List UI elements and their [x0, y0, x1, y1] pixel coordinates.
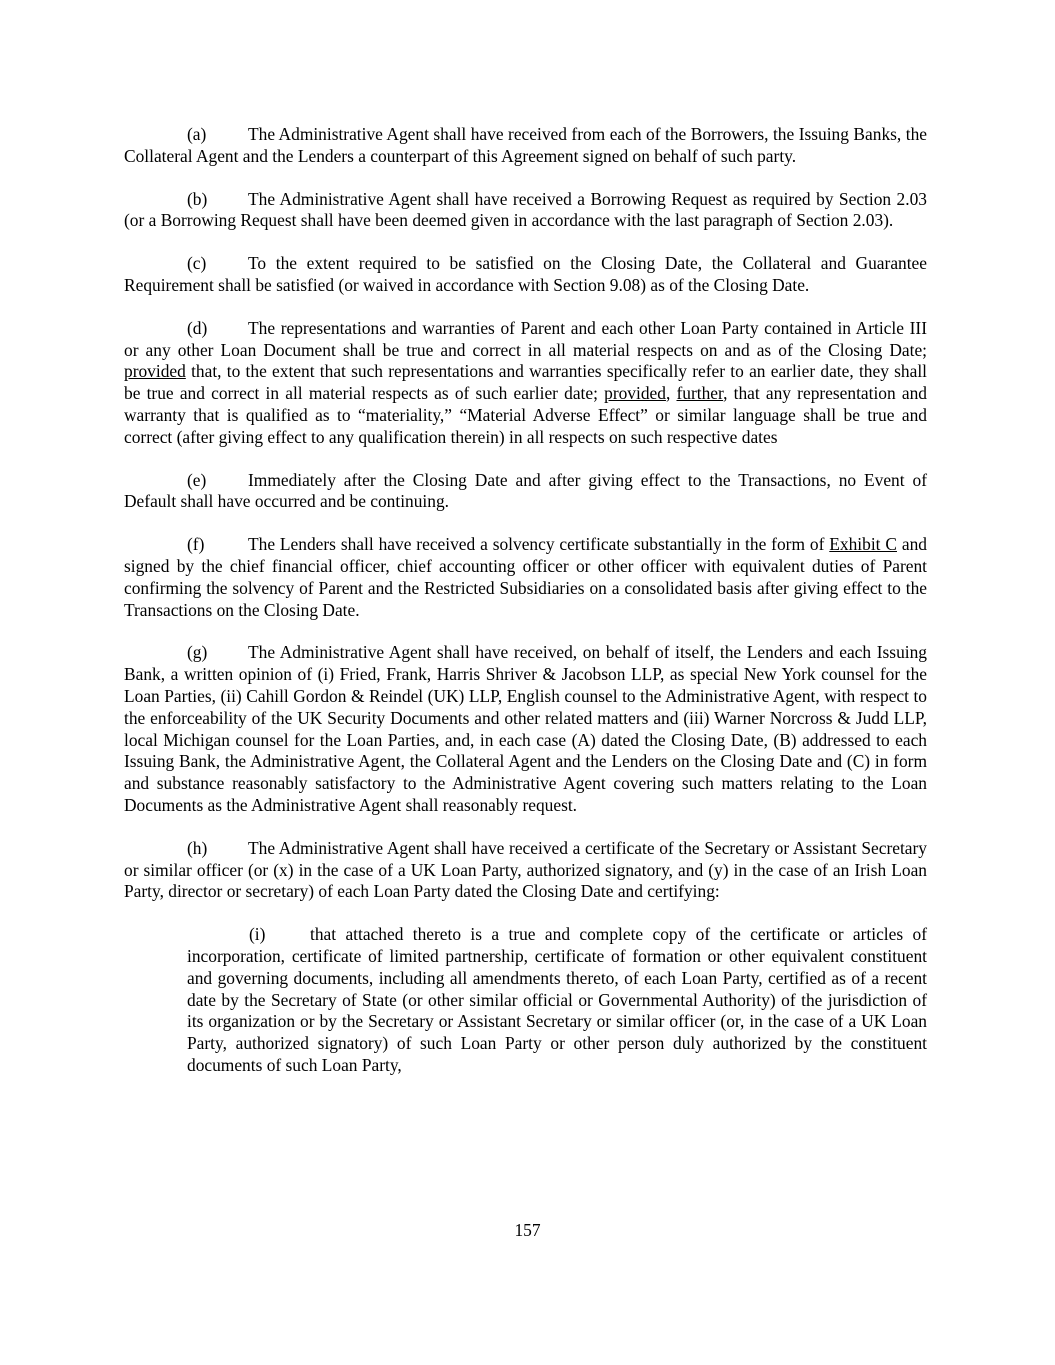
paragraph-text: that, to the extent that such representations and warranties specifically refer to an earlier date, they shall be true and correct in all material respects as of such earlier date; — [124, 361, 927, 404]
underlined-term-provided: provided — [124, 361, 186, 382]
paragraph-f — [124, 534, 927, 621]
paragraph-text: The representations and warranties of Parent and each other Loan Party contained in Article III or any other Loan Document shall be true and correct in all material respects on and as of the Closing Date; — [124, 317, 927, 360]
paragraph-label: (c) — [187, 253, 207, 274]
paragraph-e — [124, 470, 927, 514]
paragraph-text: The Administrative Agent shall have received from each of the Borrowers, the Issuing Banks, the Collateral Agent and the Lenders a counterpart of this Agreement signed on behalf of such party. — [124, 124, 927, 166]
paragraph-text: The Administrative Agent shall have received a Borrowing Request as required by Section 2.03 (or a Borrowing Request shall have been deemed given in accordance with the last paragraph of Section 2.03). — [124, 188, 927, 231]
paragraph-label: (d) — [187, 317, 208, 338]
paragraph-text: , that any representation and warranty that is qualified as to “materiality,” “Material Adverse Effect” or similar language shall be true and correct (after giving effect to any qualification therein) in all respects on such respective dates — [124, 383, 927, 447]
underlined-term-further: further — [676, 383, 724, 404]
subparagraph-label: (i) — [249, 924, 266, 945]
paragraph-b — [124, 189, 927, 233]
paragraph-text: The Lenders shall have received a solvency certificate substantially in the form of — [248, 534, 830, 555]
paragraph-label: (e) — [187, 469, 207, 490]
paragraph-label: (a) — [187, 124, 207, 144]
page-number: 157 — [514, 1220, 541, 1240]
paragraph-text: The Administrative Agent shall have received, on behalf of itself, the Lenders and each Issuing Bank, a written opinion of (i) Fried, Frank, Harris Shriver & Jacobson LLP, as special New York counsel for the Loan Parties, (ii) Cahill Gordon & Reindel (UK) LLP, English counsel to the Administrative Agent, with respect to the enforceability of the UK Security Documents and other related matters and (iii) Warner Norcross & Judd LLP, local Michigan counsel for the Loan Parties, and, in each case (A) dated the Closing Date, (B) addressed to each Issuing Bank, the Administrative Agent, the Collateral Agent and the Lenders on the Closing Date and (C) in form and substance reasonably satisfactory to the Administrative Agent covering such matters relating to the Loan Documents as the Administrative Agent shall reasonably request. — [124, 642, 927, 815]
paragraph-text: Immediately after the Closing Date and after giving effect to the Transactions, no Event of Default shall have occurred and be continuing. — [124, 469, 927, 512]
paragraph-a — [124, 124, 927, 168]
paragraph-label: (b) — [187, 188, 208, 209]
underlined-term-provided: provided — [604, 383, 666, 404]
paragraph-text: To the extent required to be satisfied on the Closing Date, the Collateral and Guarantee Requirement shall be satisfied (or waived in accordance with Section 9.08) as of the Closing Date. — [124, 253, 927, 295]
paragraph-label: (g) — [187, 642, 208, 663]
paragraph-text: The Administrative Agent shall have received a certificate of the Secretary or Assistant Secretary or similar officer (or (x) in the case of a UK Loan Party, authorized signatory, and (y) in the case of an Irish Loan Party, director or secretary) of each Loan Party dated the Closing Date and certifying: — [124, 837, 927, 902]
document-body — [124, 124, 927, 1098]
paragraph-label: (h) — [187, 837, 208, 858]
paragraph-label: (f) — [187, 534, 205, 555]
paragraph-text: and signed by the chief financial officer, chief accounting officer or other officer with equivalent duties of Parent confirming the solvency of Parent and the Restricted Subsidiaries on a consolidated basis after giving effect to the Transactions on the Closing Date. — [124, 534, 927, 620]
paragraph-text: , — [665, 383, 677, 404]
subparagraph-text: that attached thereto is a true and complete copy of the certificate or articles of incorporation, certificate of limited partnership, certificate of formation or other equivalent constituent and governing documents, including all amendments thereto, of each Loan Party, certified as of a recent date by the Secretary of State (or other similar official or Governmental Authority) of the jurisdiction of its organization or by the Secretary or Assistant Secretary or similar officer (or, in the case of a UK Loan Party, authorized signatory) of such Loan Party or other person duly authorized by the constituent documents of such Loan Party, — [187, 924, 927, 1075]
exhibit-reference: Exhibit C — [829, 534, 897, 555]
paragraph-g — [124, 642, 927, 816]
subparagraph-i — [187, 924, 927, 1077]
paragraph-h — [124, 838, 927, 903]
paragraph-c — [124, 253, 927, 297]
paragraph-d — [124, 318, 927, 449]
